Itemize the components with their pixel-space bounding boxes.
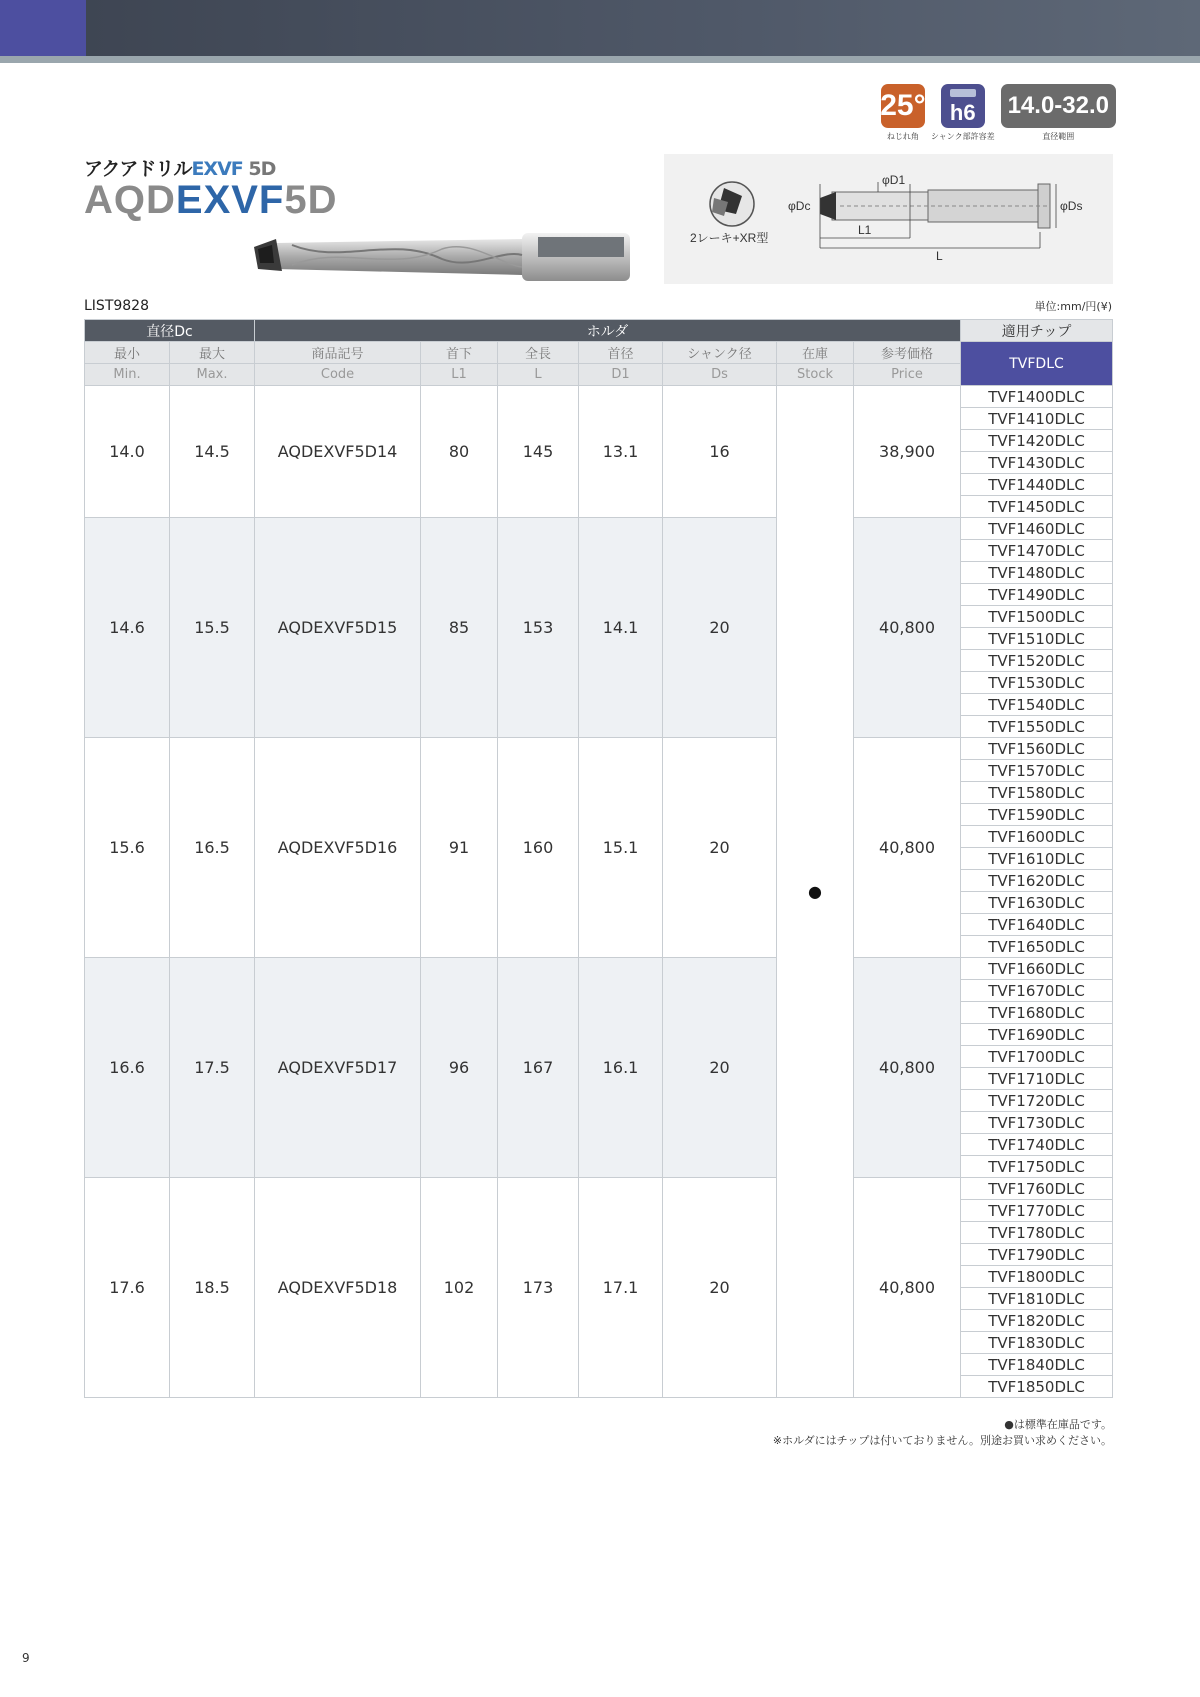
col-min-jp: 最小	[85, 342, 170, 364]
cell-code: AQDEXVF5D18	[255, 1178, 421, 1398]
col-price-en: Price	[854, 364, 961, 386]
page-number: 9	[22, 1651, 30, 1665]
cell-tip-code: TVF1730DLC	[961, 1112, 1113, 1134]
tip-not-included-note: ※ホルダにはチップは付いておりません。別途お買い求めください。	[772, 1434, 1112, 1447]
cell-code: AQDEXVF5D16	[255, 738, 421, 958]
diameter-range-caption: 直径範囲	[1042, 132, 1075, 141]
cell-l1: 102	[421, 1178, 498, 1398]
cell-tip-code: TVF1750DLC	[961, 1156, 1113, 1178]
cell-tip-code: TVF1450DLC	[961, 496, 1113, 518]
col-l1-jp: 首下	[421, 342, 498, 364]
table-row	[85, 386, 1113, 408]
cell-l: 173	[498, 1178, 579, 1398]
drill-image	[252, 225, 638, 287]
cell-min: 14.0	[85, 386, 170, 518]
cell-tip-code: TVF1670DLC	[961, 980, 1113, 1002]
cell-min: 16.6	[85, 958, 170, 1178]
cell-tip-code: TVF1480DLC	[961, 562, 1113, 584]
product-title-en	[84, 178, 338, 223]
stock-note: ●は標準在庫品です。	[1004, 1418, 1112, 1431]
cell-price: 40,800	[854, 1178, 961, 1398]
diameter-range-value: 14.0-32.0	[1001, 84, 1116, 128]
cell-tip-code: TVF1790DLC	[961, 1244, 1113, 1266]
shank-tolerance-caption: シャンク部許容差	[930, 132, 995, 141]
dimension-diagram	[664, 154, 1113, 284]
cell-min: 15.6	[85, 738, 170, 958]
cell-tip-code: TVF1850DLC	[961, 1376, 1113, 1398]
table-row	[85, 1178, 1113, 1200]
cell-code: AQDEXVF5D14	[255, 386, 421, 518]
cell-tip-code: TVF1540DLC	[961, 694, 1113, 716]
cell-d1: 14.1	[579, 518, 663, 738]
tip-type-label: 2レーキ+XR型	[690, 231, 769, 245]
col-max-jp: 最大	[170, 342, 255, 364]
diameter-range-badge	[1001, 84, 1116, 142]
cell-tip-code: TVF1620DLC	[961, 870, 1113, 892]
col-l-jp: 全長	[498, 342, 579, 364]
cell-tip-code: TVF1470DLC	[961, 540, 1113, 562]
cell-tip-code: TVF1840DLC	[961, 1354, 1113, 1376]
cell-code: AQDEXVF5D17	[255, 958, 421, 1178]
col-stock-en: Stock	[777, 364, 854, 386]
cell-tip-code: TVF1800DLC	[961, 1266, 1113, 1288]
col-max-en: Max.	[170, 364, 255, 386]
cell-tip-code: TVF1650DLC	[961, 936, 1113, 958]
cell-tip-code: TVF1420DLC	[961, 430, 1113, 452]
table-head	[85, 320, 1113, 386]
cell-tip-code: TVF1400DLC	[961, 386, 1113, 408]
cell-tip-code: TVF1770DLC	[961, 1200, 1113, 1222]
helix-angle-badge	[881, 84, 925, 142]
cell-tip-code: TVF1600DLC	[961, 826, 1113, 848]
cell-price: 40,800	[854, 518, 961, 738]
col-d1-en: D1	[579, 364, 663, 386]
title-jp-suffix: 5D	[242, 158, 276, 180]
table-body	[85, 386, 1113, 1398]
col-l-en: L	[498, 364, 579, 386]
shank-tolerance-icon	[941, 84, 985, 128]
col-ds-jp: シャンク径	[663, 342, 777, 364]
cell-l1: 91	[421, 738, 498, 958]
cell-price: 40,800	[854, 738, 961, 958]
cell-tip-code: TVF1690DLC	[961, 1024, 1113, 1046]
shank-tolerance-value: h6	[949, 100, 976, 125]
cell-tip-code: TVF1610DLC	[961, 848, 1113, 870]
col-l1-en: L1	[421, 364, 498, 386]
cell-max: 17.5	[170, 958, 255, 1178]
cell-l: 153	[498, 518, 579, 738]
col-code-en: Code	[255, 364, 421, 386]
cell-tip-code: TVF1640DLC	[961, 914, 1113, 936]
cell-l1: 85	[421, 518, 498, 738]
title-en-highlight: EXVF	[175, 178, 285, 222]
cell-tip-code: TVF1460DLC	[961, 518, 1113, 540]
cell-stock: ●	[777, 386, 854, 1398]
group-applicable-tip: 適用チップ	[961, 320, 1113, 342]
cell-max: 18.5	[170, 1178, 255, 1398]
cell-tip-code: TVF1440DLC	[961, 474, 1113, 496]
cell-ds: 20	[663, 738, 777, 958]
list-number: LIST9828	[84, 298, 149, 314]
dim-d1-label: φD1	[882, 173, 906, 187]
cell-d1: 16.1	[579, 958, 663, 1178]
group-diameter: 直径Dc	[85, 320, 255, 342]
col-d1-jp: 首径	[579, 342, 663, 364]
col-min-en: Min.	[85, 364, 170, 386]
top-banner	[0, 0, 1200, 56]
cell-max: 16.5	[170, 738, 255, 958]
cell-tip-code: TVF1700DLC	[961, 1046, 1113, 1068]
title-jp-highlight: EXVF	[191, 158, 243, 180]
dim-ds-label: φDs	[1060, 199, 1083, 213]
dim-l1-label: L1	[858, 223, 872, 237]
cell-tip-code: TVF1720DLC	[961, 1090, 1113, 1112]
product-title-jp	[84, 154, 275, 181]
cell-tip-code: TVF1590DLC	[961, 804, 1113, 826]
cell-min: 17.6	[85, 1178, 170, 1398]
cell-tip-code: TVF1810DLC	[961, 1288, 1113, 1310]
cell-l1: 80	[421, 386, 498, 518]
cell-max: 15.5	[170, 518, 255, 738]
cell-d1: 15.1	[579, 738, 663, 958]
cell-price: 40,800	[854, 958, 961, 1178]
cell-tip-code: TVF1550DLC	[961, 716, 1113, 738]
cell-tip-code: TVF1710DLC	[961, 1068, 1113, 1090]
cell-tip-code: TVF1630DLC	[961, 892, 1113, 914]
cell-tip-code: TVF1530DLC	[961, 672, 1113, 694]
table-row	[85, 958, 1113, 980]
cell-code: AQDEXVF5D15	[255, 518, 421, 738]
top-banner-accent	[0, 0, 86, 56]
unit-label: 単位:mm/円(¥)	[1034, 300, 1112, 313]
cell-tip-code: TVF1510DLC	[961, 628, 1113, 650]
tip-series-header: TVFDLC	[961, 342, 1113, 386]
cell-tip-code: TVF1570DLC	[961, 760, 1113, 782]
title-jp-prefix: アクアドリル	[84, 158, 192, 180]
cell-tip-code: TVF1820DLC	[961, 1310, 1113, 1332]
spec-badges	[881, 84, 1116, 142]
col-stock-jp: 在庫	[777, 342, 854, 364]
cell-l: 160	[498, 738, 579, 958]
cell-tip-code: TVF1680DLC	[961, 1002, 1113, 1024]
cell-tip-code: TVF1430DLC	[961, 452, 1113, 474]
cell-tip-code: TVF1780DLC	[961, 1222, 1113, 1244]
cell-tip-code: TVF1520DLC	[961, 650, 1113, 672]
cell-max: 14.5	[170, 386, 255, 518]
cell-tip-code: TVF1740DLC	[961, 1134, 1113, 1156]
cell-tip-code: TVF1660DLC	[961, 958, 1113, 980]
top-banner-rule	[0, 56, 1200, 63]
cell-ds: 20	[663, 518, 777, 738]
helix-angle-caption: ねじれ角	[886, 132, 919, 141]
cell-tip-code: TVF1560DLC	[961, 738, 1113, 760]
group-holder: ホルダ	[255, 320, 961, 342]
cell-ds: 16	[663, 386, 777, 518]
cell-ds: 20	[663, 958, 777, 1178]
dim-l-label: L	[936, 249, 943, 263]
cell-l: 145	[498, 386, 579, 518]
cell-d1: 17.1	[579, 1178, 663, 1398]
col-price-jp: 参考価格	[854, 342, 961, 364]
cell-l1: 96	[421, 958, 498, 1178]
title-en-suffix: 5D	[284, 178, 338, 222]
cell-min: 14.6	[85, 518, 170, 738]
cell-tip-code: TVF1580DLC	[961, 782, 1113, 804]
cell-d1: 13.1	[579, 386, 663, 518]
cell-tip-code: TVF1410DLC	[961, 408, 1113, 430]
cell-tip-code: TVF1760DLC	[961, 1178, 1113, 1200]
col-code-jp: 商品記号	[255, 342, 421, 364]
dim-dc-label: φDc	[788, 199, 811, 213]
shank-pin-icon	[950, 89, 976, 97]
cell-ds: 20	[663, 1178, 777, 1398]
cell-tip-code: TVF1490DLC	[961, 584, 1113, 606]
table-row	[85, 518, 1113, 540]
table-row	[85, 738, 1113, 760]
spec-table	[84, 319, 1113, 1398]
cell-tip-code: TVF1500DLC	[961, 606, 1113, 628]
cell-tip-code: TVF1830DLC	[961, 1332, 1113, 1354]
col-ds-en: Ds	[663, 364, 777, 386]
helix-angle-value: 25°	[881, 84, 925, 128]
shank-tolerance-badge	[931, 84, 995, 142]
cell-l: 167	[498, 958, 579, 1178]
cell-price: 38,900	[854, 386, 961, 518]
title-en-prefix: AQD	[84, 178, 176, 222]
